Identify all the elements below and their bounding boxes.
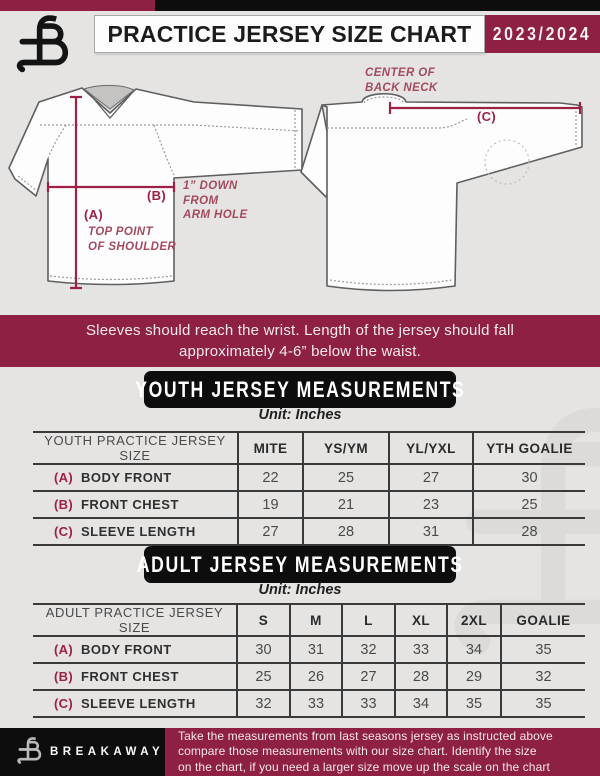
table-title-cell: YOUTH PRACTICE JERSEY SIZE <box>44 433 226 463</box>
measurement-value-cell: 32 <box>342 636 395 663</box>
measure-label-a: (A) <box>84 207 103 222</box>
measurement-value-cell: 22 <box>238 464 303 491</box>
measurement-key: (A) <box>54 470 73 485</box>
adult-size-table <box>33 603 585 718</box>
measurement-value-cell: 21 <box>303 491 389 518</box>
top-accent-strip-maroon <box>0 0 155 11</box>
youth-size-table <box>33 431 585 546</box>
footer-brand-name: BREAKAWAY <box>50 746 165 758</box>
footer-brand-panel <box>0 728 165 776</box>
measure-caption-a: TOP POINT OF SHOULDER <box>88 226 177 253</box>
footer-logo-icon <box>17 736 43 767</box>
measurement-row <box>33 636 585 663</box>
table-header-row <box>33 604 585 636</box>
measurement-name: BODY FRONT <box>80 470 172 485</box>
adult-heading-text: ADULT JERSEY MEASUREMENTS <box>136 551 464 577</box>
measure-label-b: (B) <box>147 188 166 203</box>
measurement-label-cell <box>33 491 238 518</box>
measurement-value-cell: 26 <box>290 663 342 690</box>
size-column-header: YS/YM <box>303 432 389 464</box>
footer-note: Take the measurements from last seasons jersey as instructed above compare those measurements with our size chart. Identify the size on the chart, if you need a larger size move up the scale on the chart <box>178 728 553 774</box>
measurement-value-cell: 35 <box>501 690 585 717</box>
footer-note-panel <box>165 728 600 776</box>
size-column-header: XL <box>395 604 447 636</box>
measurement-label-cell <box>33 690 237 717</box>
table-header-row <box>33 432 585 464</box>
size-column-header: YTH GOALIE <box>473 432 585 464</box>
youth-unit-label: Unit: Inches <box>258 407 342 423</box>
youth-section-heading <box>134 371 466 408</box>
size-column-header: 2XL <box>447 604 501 636</box>
measurement-row <box>33 518 585 545</box>
youth-heading-text: YOUTH JERSEY MEASUREMENTS <box>134 376 466 402</box>
measurement-value-cell: 28 <box>473 518 585 545</box>
measurement-value-cell: 27 <box>342 663 395 690</box>
size-column-header: M <box>290 604 342 636</box>
measurement-value-cell: 32 <box>501 663 585 690</box>
size-column-header: L <box>342 604 395 636</box>
measurement-key: (B) <box>54 497 73 512</box>
measurement-name: SLEEVE LENGTH <box>80 696 196 711</box>
measurement-value-cell: 35 <box>447 690 501 717</box>
measurement-value-cell: 34 <box>447 636 501 663</box>
measurement-value-cell: 25 <box>237 663 290 690</box>
measurement-value-cell: 33 <box>290 690 342 717</box>
adult-unit-label: Unit: Inches <box>258 582 342 598</box>
measurement-row <box>33 464 585 491</box>
measurement-name: FRONT CHEST <box>80 669 179 684</box>
top-accent-strip-black <box>155 0 600 11</box>
measurement-value-cell: 27 <box>389 464 473 491</box>
measurement-name: BODY FRONT <box>80 642 172 657</box>
table-title-cell: ADULT PRACTICE JERSEY SIZE <box>45 605 224 635</box>
measurement-value-cell: 23 <box>389 491 473 518</box>
measurement-value-cell: 30 <box>237 636 290 663</box>
size-column-header: S <box>237 604 290 636</box>
measurement-key: (C) <box>54 524 73 539</box>
measurement-name: SLEEVE LENGTH <box>80 524 196 539</box>
measurement-label-cell <box>33 518 238 545</box>
measurement-value-cell: 33 <box>395 636 447 663</box>
measure-label-c: (C) <box>477 109 496 124</box>
measurement-value-cell: 30 <box>473 464 585 491</box>
measurement-key: (B) <box>54 669 73 684</box>
measurement-value-cell: 19 <box>238 491 303 518</box>
measurement-row <box>33 491 585 518</box>
brand-monogram-icon <box>16 13 72 79</box>
adult-section-heading <box>136 546 464 583</box>
measurement-value-cell: 29 <box>447 663 501 690</box>
back-jersey-diagram-icon <box>298 80 594 308</box>
measurement-label-cell <box>33 663 237 690</box>
measurement-value-cell: 25 <box>303 464 389 491</box>
measurement-key: (A) <box>54 642 73 657</box>
measurement-value-cell: 35 <box>501 636 585 663</box>
sizing-notice-banner: Sleeves should reach the wrist. Length of the jersey should fall approximately 4-6” below the waist. <box>0 315 600 367</box>
measurement-label-cell <box>33 464 238 491</box>
title-box <box>94 15 485 53</box>
measurement-value-cell: 31 <box>290 636 342 663</box>
measurement-name: FRONT CHEST <box>80 497 179 512</box>
measure-caption-b: 1” DOWN FROM ARM HOLE <box>183 180 248 221</box>
measurement-value-cell: 31 <box>389 518 473 545</box>
season-badge <box>485 15 600 53</box>
measurement-value-cell: 28 <box>303 518 389 545</box>
measurement-row <box>33 663 585 690</box>
measurement-row <box>33 690 585 717</box>
size-column-header: GOALIE <box>501 604 585 636</box>
page-title: PRACTICE JERSEY SIZE CHART <box>107 20 472 47</box>
measurement-value-cell: 34 <box>395 690 447 717</box>
size-column-header: MITE <box>238 432 303 464</box>
season-label: 2023/2024 <box>493 23 592 44</box>
measure-caption-c: CENTER OF BACK NECK <box>365 67 438 94</box>
measurement-value-cell: 28 <box>395 663 447 690</box>
measurement-key: (C) <box>54 696 73 711</box>
measurement-label-cell <box>33 636 237 663</box>
size-column-header: YL/YXL <box>389 432 473 464</box>
measurement-value-cell: 27 <box>238 518 303 545</box>
measurement-value-cell: 32 <box>237 690 290 717</box>
measurement-value-cell: 25 <box>473 491 585 518</box>
measurement-value-cell: 33 <box>342 690 395 717</box>
